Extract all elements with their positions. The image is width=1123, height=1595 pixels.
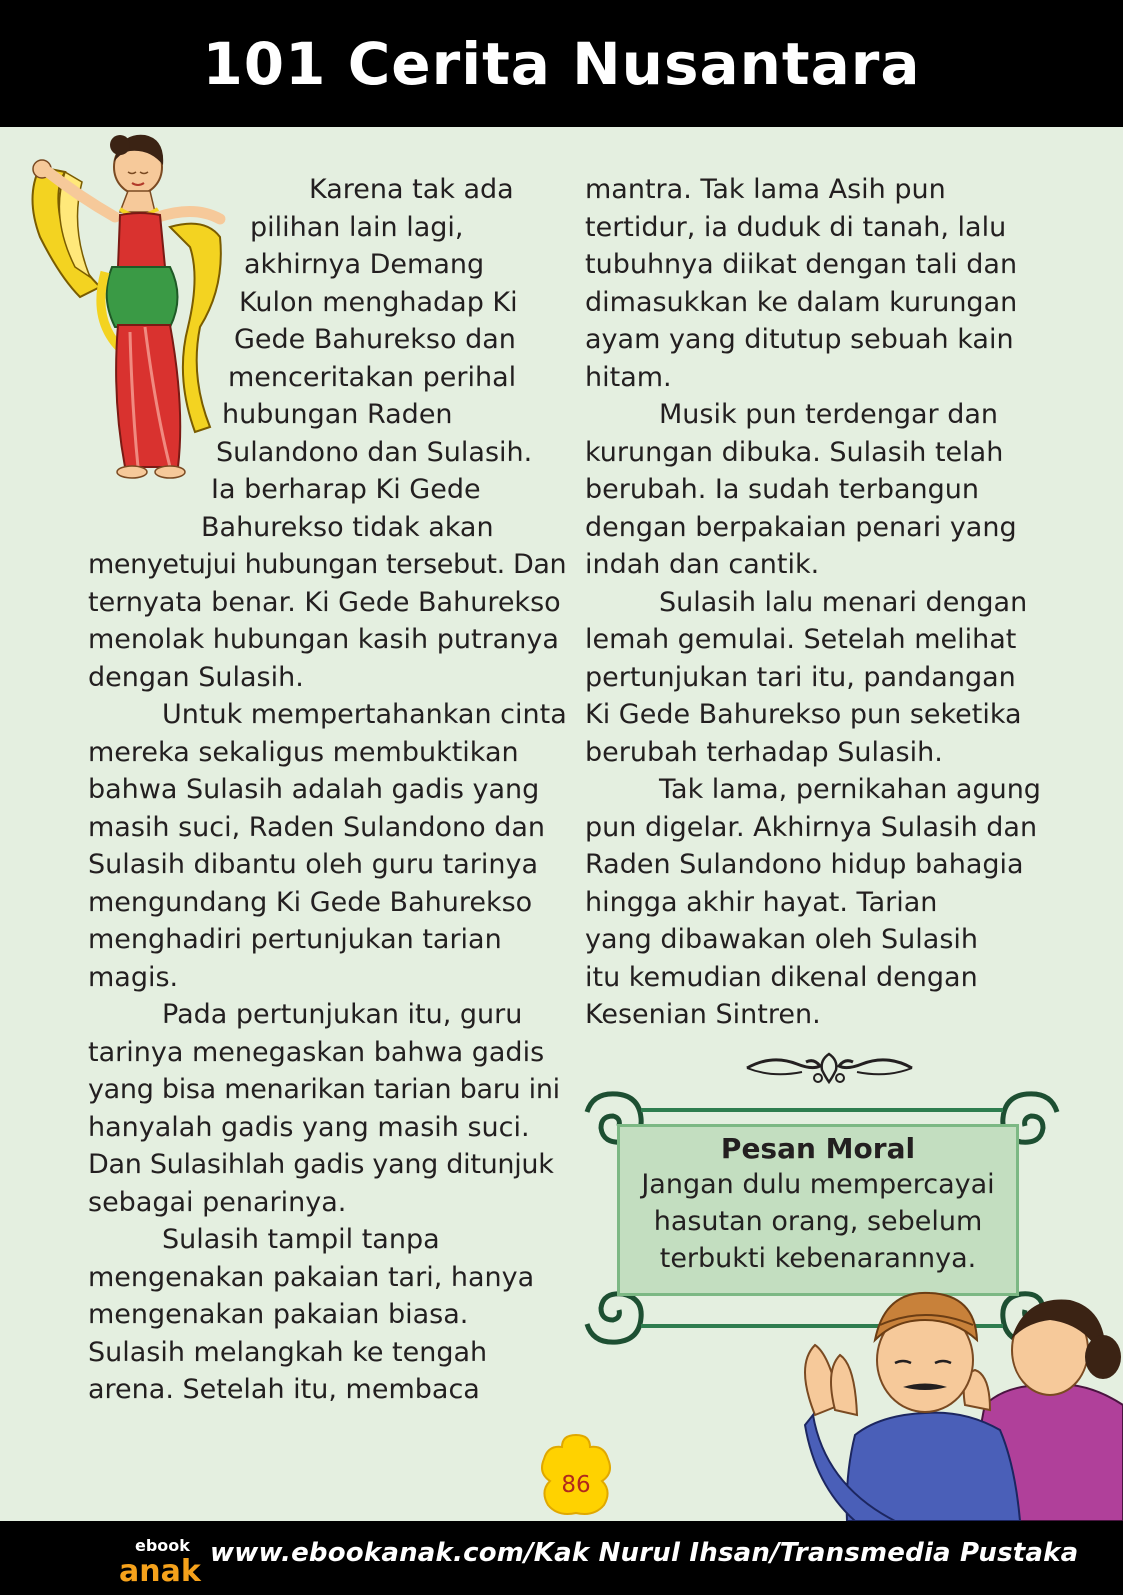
story-line: kurungan dibuka. Sulasih telah — [585, 436, 1004, 468]
story-line: magis. — [88, 961, 179, 993]
moral-line: terbukti kebenarannya. — [659, 1243, 977, 1274]
story-line: Sulasih melangkah ke tengah — [88, 1336, 488, 1368]
logo-text-bottom: anak — [119, 1554, 201, 1587]
story-line: sebagai penarinya. — [88, 1186, 347, 1218]
story-line: Bahurekso tidak akan — [201, 511, 494, 543]
story-line: Ki Gede Bahurekso pun seketika — [585, 699, 1022, 730]
story-line: bahwa Sulasih adalah gadis yang — [88, 774, 540, 805]
story-line: berubah. Ia sudah terbangun — [585, 474, 980, 505]
page-number: 86 — [561, 1472, 591, 1498]
page-footer — [0, 1521, 1123, 1595]
story-line: berubah terhadap Sulasih. — [585, 736, 943, 768]
story-line: Dan Sulasihlah gadis yang ditunjuk — [88, 1149, 554, 1180]
divider-ornament — [742, 1046, 917, 1090]
story-line: hanyalah gadis yang masih suci. — [88, 1111, 530, 1143]
story-line: Tak lama, pernikahan agung — [659, 774, 1041, 805]
story-line: Raden Sulandono hidup bahagia — [585, 849, 1024, 880]
story-line: indah dan cantik. — [585, 549, 820, 580]
moral-line: hasutan orang, sebelum — [653, 1206, 983, 1237]
page-header — [0, 0, 1123, 127]
story-line: Karena tak ada — [309, 174, 514, 205]
story-line: arena. Setelah itu, membaca — [88, 1374, 480, 1405]
logo-text-top: ebook — [135, 1536, 190, 1555]
ebookanak-logo — [117, 1531, 209, 1587]
moral-line: Jangan dulu mempercayai — [641, 1169, 995, 1200]
story-line: Sulasih tampil tanpa — [162, 1224, 440, 1255]
story-left-column — [88, 171, 567, 1409]
story-line: Musik pun terdengar dan — [659, 399, 998, 430]
story-line: Sulasih lalu menari dengan — [659, 586, 1028, 618]
story-line: tertidur, ia duduk di tanah, lalu — [585, 211, 1007, 243]
story-line: mengenakan pakaian biasa. — [88, 1299, 469, 1330]
story-line: mengundang Ki Gede Bahurekso — [88, 886, 533, 918]
story-line: pun digelar. Akhirnya Sulasih dan — [585, 811, 1038, 843]
story-line: mantra. Tak lama Asih pun — [585, 174, 946, 205]
story-line: ayam yang ditutup sebuah kain — [585, 324, 1014, 355]
story-line: menceritakan perihal — [228, 361, 517, 393]
story-line: hubungan Raden — [222, 399, 453, 430]
story-line: mereka sekaligus membuktikan — [88, 736, 519, 768]
story-line: yang bisa menarikan tarian baru ini — [88, 1074, 560, 1105]
story-right-column — [585, 171, 1041, 1034]
story-line: Sulasih dibantu oleh guru tarinya — [88, 849, 539, 880]
story-line: Sulandono dan Sulasih. — [216, 436, 533, 468]
story-line: yang dibawakan oleh Sulasih — [585, 924, 979, 955]
story-line: lemah gemulai. Setelah melihat — [585, 624, 1017, 655]
story-line: masih suci, Raden Sulandono dan — [88, 811, 546, 843]
moral-title: Pesan Moral — [720, 1132, 916, 1165]
story-line: Pada pertunjukan itu, guru — [162, 999, 523, 1030]
story-line: mengenakan pakaian tari, hanya — [88, 1261, 535, 1293]
story-line: akhirnya Demang — [244, 249, 485, 280]
story-line: dengan Sulasih. — [88, 661, 304, 693]
story-line: itu kemudian dikenal dengan — [585, 961, 978, 993]
story-line: hitam. — [585, 361, 672, 393]
story-line: Kesenian Sintren. — [585, 999, 821, 1030]
story-line: menghadiri pertunjukan tarian — [88, 924, 502, 955]
story-line: pertunjukan tari itu, pandangan — [585, 661, 1016, 693]
story-line: Kulon menghadap Ki — [239, 286, 518, 318]
story-line: dimasukkan ke dalam kurungan — [585, 286, 1018, 318]
story-line: menolak hubungan kasih putranya — [88, 624, 559, 655]
story-line: Gede Bahurekso dan — [234, 324, 516, 355]
footer-site-credit: www.ebookanak.com/Kak Nurul Ihsan/Transmedia Pustaka — [210, 1538, 1079, 1568]
story-line: Ia berharap Ki Gede — [211, 474, 481, 505]
story-line: tubuhnya diikat dengan tali dan — [585, 249, 1018, 280]
story-line: dengan berpakaian penari yang — [585, 511, 1017, 543]
book-title: 101 Cerita Nusantara — [202, 30, 921, 98]
story-line: menyetujui hubungan tersebut. Dan — [88, 549, 567, 580]
story-line: pilihan lain lagi, — [250, 211, 464, 243]
praying-people-illustration — [785, 1285, 1123, 1521]
story-line: Untuk mempertahankan cinta — [162, 699, 567, 730]
story-line: ternyata benar. Ki Gede Bahurekso — [88, 586, 561, 618]
story-line: tarinya menegaskan bahwa gadis — [88, 1036, 545, 1068]
story-line: hingga akhir hayat. Tarian — [585, 886, 938, 918]
